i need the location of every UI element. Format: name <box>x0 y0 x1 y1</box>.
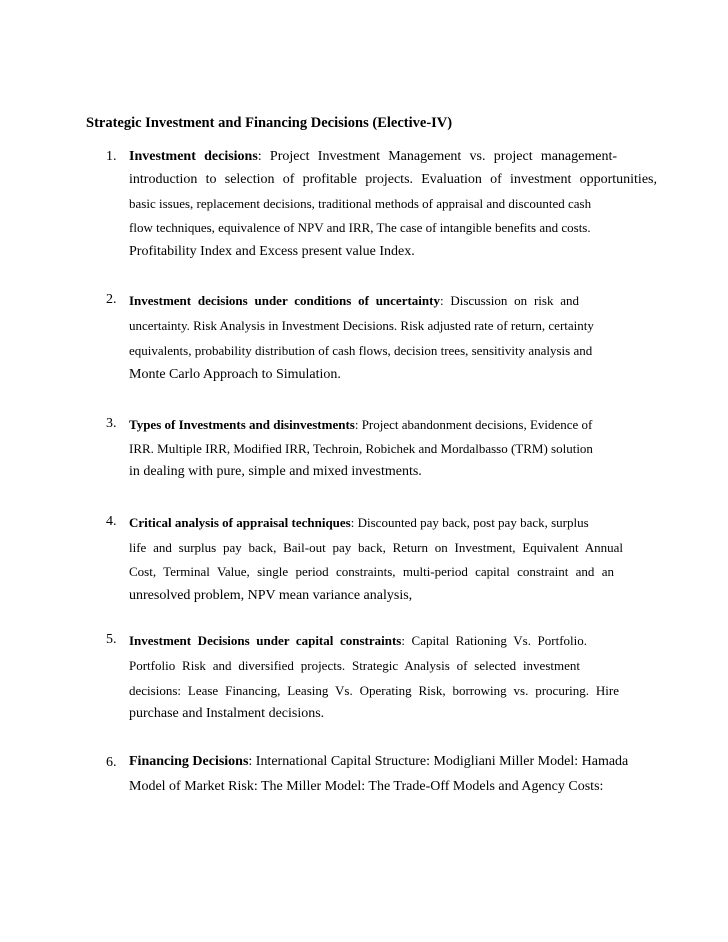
item-heading: Investment decisions <box>129 149 258 164</box>
item-line: basic issues, replacement decisions, traditional methods of appraisal and discounted cash <box>129 196 592 211</box>
item-line: purchase and Instalment decisions. <box>129 706 325 721</box>
item-line: in dealing with pure, simple and mixed investments. <box>129 464 422 479</box>
item-line: Cost, Terminal Value, single period constraints, multi-period capital constraint and an <box>129 564 614 579</box>
item-line <box>129 754 628 770</box>
item-line: IRR. Multiple IRR, Modified IRR, Techroin, Robichek and Mordalbasso (TRM) solution <box>129 441 593 456</box>
item-line <box>129 149 617 165</box>
item-text: : Discounted pay back, post pay back, surplus <box>350 515 589 530</box>
item-line: Profitability Index and Excess present value Index. <box>129 244 415 259</box>
item-text: : International Capital Structure: Modigliani Miller Model: Hamada <box>248 754 629 769</box>
item-line: Portfolio Risk and diversified projects. Strategic Analysis of selected investment <box>129 658 580 673</box>
item-line <box>129 515 589 531</box>
item-number: 2. <box>106 292 117 307</box>
item-line: Model of Market Risk: The Miller Model: The Trade-Off Models and Agency Costs: <box>129 779 604 794</box>
item-text: : Project abandonment decisions, Evidence of <box>354 417 593 432</box>
item-number: 1. <box>106 149 117 164</box>
item-heading: Types of Investments and disinvestments <box>129 417 355 432</box>
item-line: unresolved problem, NPV mean variance analysis, <box>129 588 413 603</box>
item-text: : Discussion on risk and <box>439 293 579 308</box>
item-line: flow techniques, equivalence of NPV and IRR, The case of intangible benefits and costs. <box>129 220 591 235</box>
item-number: 3. <box>106 416 117 431</box>
document-title: Strategic Investment and Financing Decisions (Elective-IV) <box>86 115 453 131</box>
item-line <box>129 633 587 649</box>
item-heading: Critical analysis of appraisal techniques <box>129 515 351 530</box>
item-number: 6. <box>106 755 117 770</box>
item-number: 4. <box>106 514 117 529</box>
item-heading: Investment Decisions under capital constraints <box>129 633 402 648</box>
item-line <box>129 293 579 309</box>
item-line: uncertainty. Risk Analysis in Investment Decisions. Risk adjusted rate of return, certainty <box>129 318 594 333</box>
item-heading: Financing Decisions <box>129 754 249 769</box>
item-line <box>129 417 592 433</box>
item-text: : Capital Rationing Vs. Portfolio. <box>401 633 588 648</box>
item-line: decisions: Lease Financing, Leasing Vs. Operating Risk, borrowing vs. procuring. Hire <box>129 683 619 698</box>
item-text: : Project Investment Management vs. project management- <box>257 149 618 164</box>
item-line: Monte Carlo Approach to Simulation. <box>129 367 341 382</box>
item-line: introduction to selection of profitable projects. Evaluation of investment opportunities, <box>129 172 657 187</box>
item-number: 5. <box>106 632 117 647</box>
item-heading: Investment decisions under conditions of uncertainty <box>129 293 440 308</box>
item-line: equivalents, probability distribution of cash flows, decision trees, sensitivity analysis and <box>129 343 593 358</box>
item-line: life and surplus pay back, Bail-out pay back, Return on Investment, Equivalent Annual <box>129 540 623 555</box>
